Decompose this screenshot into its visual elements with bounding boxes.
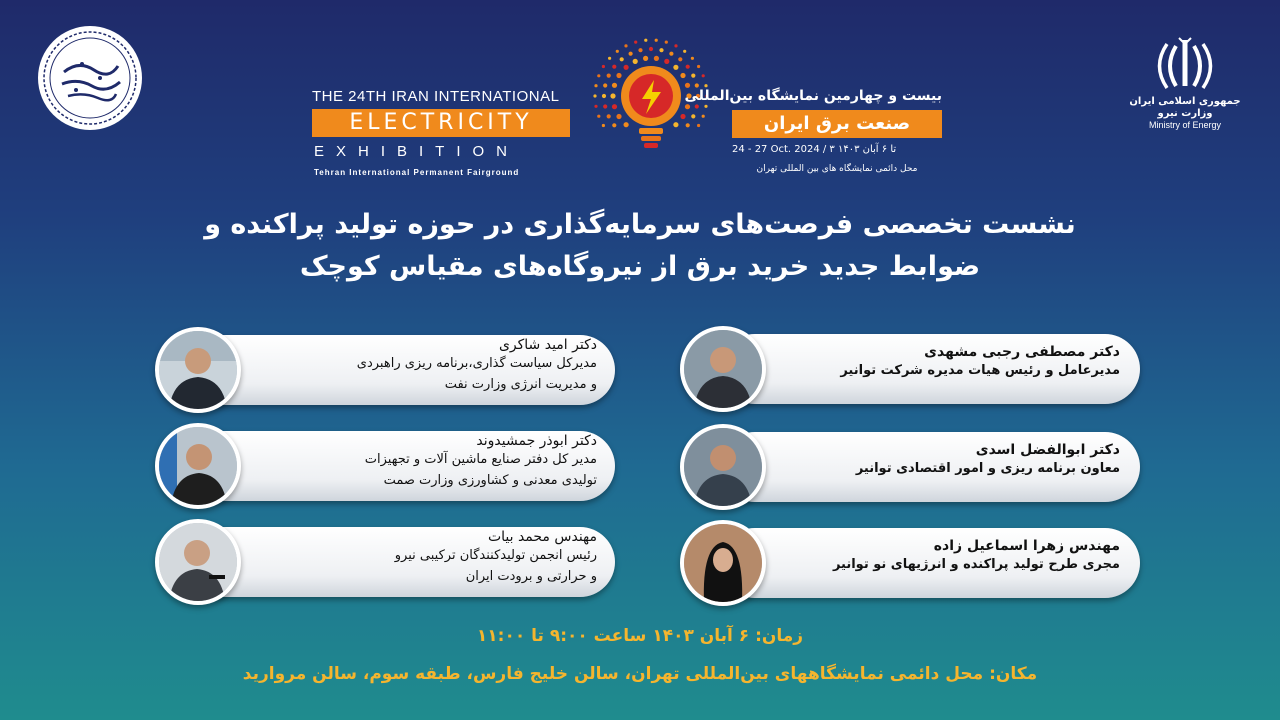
ministry-name-en: Ministry of Energy [1148, 120, 1222, 130]
speaker-name: دکتر امید شاکری [498, 337, 597, 353]
exhibition-edition-fa: بیست و چهارمین نمایشگاه بین‌المللی [684, 88, 942, 104]
ministry-country-text: جمهوری اسلامی ایران [1129, 96, 1241, 107]
speaker-role: مدیر کل دفتر صنایع ماشین آلات و تجهیزات [364, 452, 597, 467]
speaker-photo [155, 327, 241, 413]
electricity-banner: ELECTRICITY [312, 109, 570, 137]
exhibition-title-persian [684, 88, 942, 188]
speaker-photo [155, 519, 241, 605]
speaker-photo [155, 423, 241, 509]
session-title [100, 204, 1180, 288]
speaker-role: تولیدی معدنی و کشاورزی وزارت صمت [383, 473, 597, 488]
exhibition-edition-text: THE 24TH IRAN INTERNATIONAL [312, 88, 560, 105]
speaker-photo [680, 424, 766, 510]
speaker-role: رئیس انجمن تولیدکنندگان ترکیبی نیرو [394, 548, 597, 563]
speaker-card [680, 520, 1140, 606]
speaker-name: دکتر ابوذر جمشیدوند [476, 433, 597, 449]
speaker-name: مهندس محمد بیات [487, 529, 597, 545]
ministry-name-fa: وزارت نیرو [1157, 108, 1213, 119]
speaker-photo [680, 326, 766, 412]
power-industry-banner: صنعت برق ایران [732, 110, 942, 138]
session-title-line1: نشست تخصصی فرصت‌های سرمایه‌گذاری در حوزه تولید پراکنده و [204, 209, 1076, 240]
exhibition-dates: 24 - 27 Oct. 2024 / ۳ تا ۶ آبان ۱۴۰۳ [732, 144, 897, 155]
speaker-name: دکتر مصطفی رجبی مشهدی [924, 344, 1120, 360]
production-leap-seal-logo [34, 22, 146, 134]
speaker-card [145, 423, 615, 509]
speaker-role: و حرارتی و برودت ایران [465, 569, 597, 584]
event-time: زمان: ۶ آبان ۱۴۰۳ ساعت ۹:۰۰ تا ۱۱:۰۰ [476, 626, 804, 646]
fairground-text: Tehran International Permanent Fairground [314, 168, 520, 177]
exhibition-title-english [312, 88, 572, 188]
speaker-role: مدیرعامل و رئیس هیات مدیره شرکت توانیر [840, 363, 1120, 378]
speaker-card [680, 424, 1140, 510]
speaker-role: و مدیریت انرژی وزارت نفت [444, 377, 597, 392]
speaker-photo [680, 520, 766, 606]
speaker-name: مهندس زهرا اسماعیل زاده [933, 538, 1120, 554]
speaker-role: معاون برنامه ریزی و امور اقتصادی توانیر [855, 461, 1120, 476]
session-title-line2: ضوابط جدید خرید برق از نیروگاه‌های مقیاس کوچک [299, 251, 981, 282]
speaker-card [145, 519, 615, 605]
iran-emblem-icon [1150, 36, 1220, 96]
speaker-role: مدیرکل سیاست گذاری،برنامه ریزی راهبردی [356, 356, 597, 371]
speaker-name: دکتر ابوالفضل اسدی [975, 442, 1120, 458]
exhibition-word: EXHIBITION [314, 143, 520, 160]
speaker-card [145, 327, 615, 413]
speaker-card [680, 326, 1140, 412]
exhibition-venue-fa: محل دائمی نمایشگاه های بین المللی تهران [756, 164, 918, 174]
speaker-role: مجری طرح تولید پراکنده و انرژیهای نو توانیر [832, 557, 1120, 572]
ministry-of-energy-logo [1120, 36, 1250, 146]
event-location: مکان: محل دائمی نمایشگاههای بین‌المللی تهران، سالن خلیج فارس، طبقه سوم، سالن مروارید [242, 664, 1038, 684]
